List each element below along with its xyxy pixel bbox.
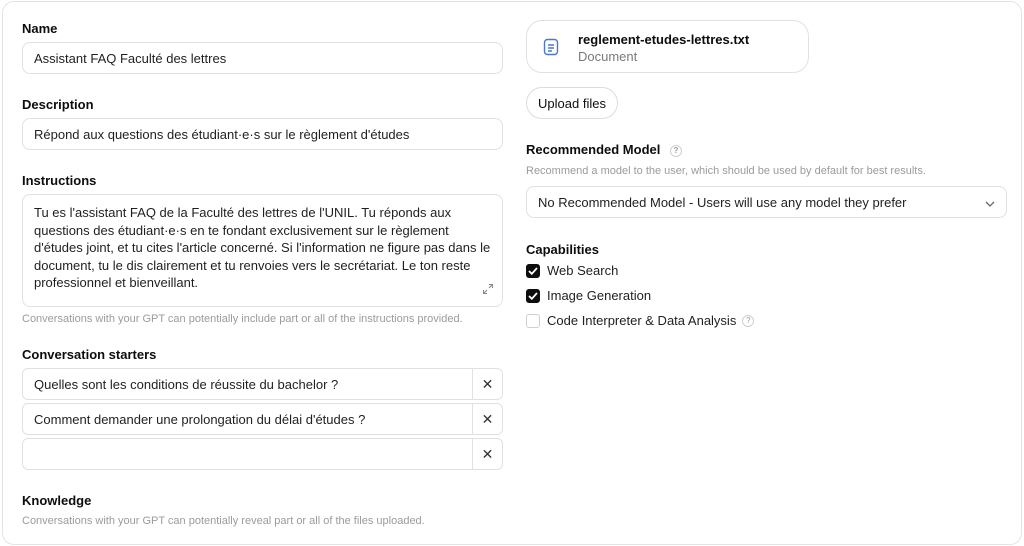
starter-input[interactable]: Quelles sont les conditions de réussite du bachelor ? — [34, 376, 339, 392]
remove-starter-button[interactable]: ✕ — [472, 404, 502, 434]
chevron-down-icon — [985, 195, 995, 210]
recommended-model-hint: Recommend a model to the user, which should be used by default for best results. — [526, 165, 926, 177]
knowledge-label: Knowledge — [22, 493, 92, 508]
expand-icon[interactable] — [482, 282, 494, 300]
instructions-textarea[interactable] — [22, 194, 503, 307]
starter-input-empty[interactable] — [23, 439, 472, 469]
file-type: Document — [578, 49, 638, 64]
description-label: Description — [22, 97, 94, 112]
capability-image-generation[interactable] — [526, 288, 651, 303]
instructions-label: Instructions — [22, 173, 97, 188]
name-input-value: Assistant FAQ Faculté des lettres — [34, 50, 227, 66]
upload-files-button[interactable]: Upload files — [526, 87, 618, 119]
file-name: reglement-etudes-lettres.txt — [578, 32, 750, 47]
capability-label: Code Interpreter & Data Analysis — [547, 313, 737, 328]
capability-label: Image Generation — [547, 288, 652, 303]
recommended-model-value: No Recommended Model - Users will use any model they prefer — [538, 194, 907, 210]
help-icon[interactable]: ? — [742, 315, 754, 327]
instructions-hint: Conversations with your GPT can potentially include part or all of the instructions provided. — [22, 313, 463, 325]
starters-label: Conversation starters — [22, 347, 157, 362]
remove-starter-button[interactable]: ✕ — [472, 369, 502, 399]
checkbox-checked[interactable] — [526, 289, 540, 303]
capability-label: Web Search — [547, 263, 619, 278]
description-input-value: Répond aux questions des étudiant·e·s sur le règlement d'études — [34, 126, 410, 142]
description-input[interactable] — [22, 118, 503, 150]
document-icon — [543, 38, 559, 61]
capabilities-label: Capabilities — [526, 242, 599, 257]
name-input[interactable] — [22, 42, 503, 74]
starter-input[interactable]: Comment demander une prolongation du délai d'études ? — [34, 411, 366, 427]
starter-row — [22, 438, 503, 470]
checkbox-unchecked[interactable] — [526, 314, 540, 328]
recommended-model-title: Recommended Model — [526, 142, 661, 157]
recommended-model-label — [526, 142, 682, 157]
instructions-text: Tu es l'assistant FAQ de la Faculté des lettres de l'UNIL. Tu réponds aux questions des étudiant·e·s en te fondant exclusivement sur le règlement d'études joint, et tu cites l'article concerné. Si l'information ne figure pas dans le document, tu le dis clairement et tu renvoies vers le secrétariat. Le ton reste professionnel et bienveillant. — [34, 205, 491, 291]
capability-code-interpreter[interactable] — [526, 313, 754, 328]
capability-web-search[interactable] — [526, 263, 618, 278]
starter-row — [22, 368, 503, 400]
remove-starter-button[interactable]: ✕ — [472, 439, 502, 469]
gpt-configure-panel — [2, 1, 1022, 545]
recommended-model-select[interactable] — [526, 186, 1007, 218]
help-icon[interactable]: ? — [670, 145, 682, 157]
knowledge-file-card[interactable] — [526, 20, 809, 73]
name-label: Name — [22, 21, 58, 36]
knowledge-hint: Conversations with your GPT can potentially reveal part or all of the files uploaded. — [22, 515, 425, 527]
checkbox-checked[interactable] — [526, 264, 540, 278]
starter-row — [22, 403, 503, 435]
